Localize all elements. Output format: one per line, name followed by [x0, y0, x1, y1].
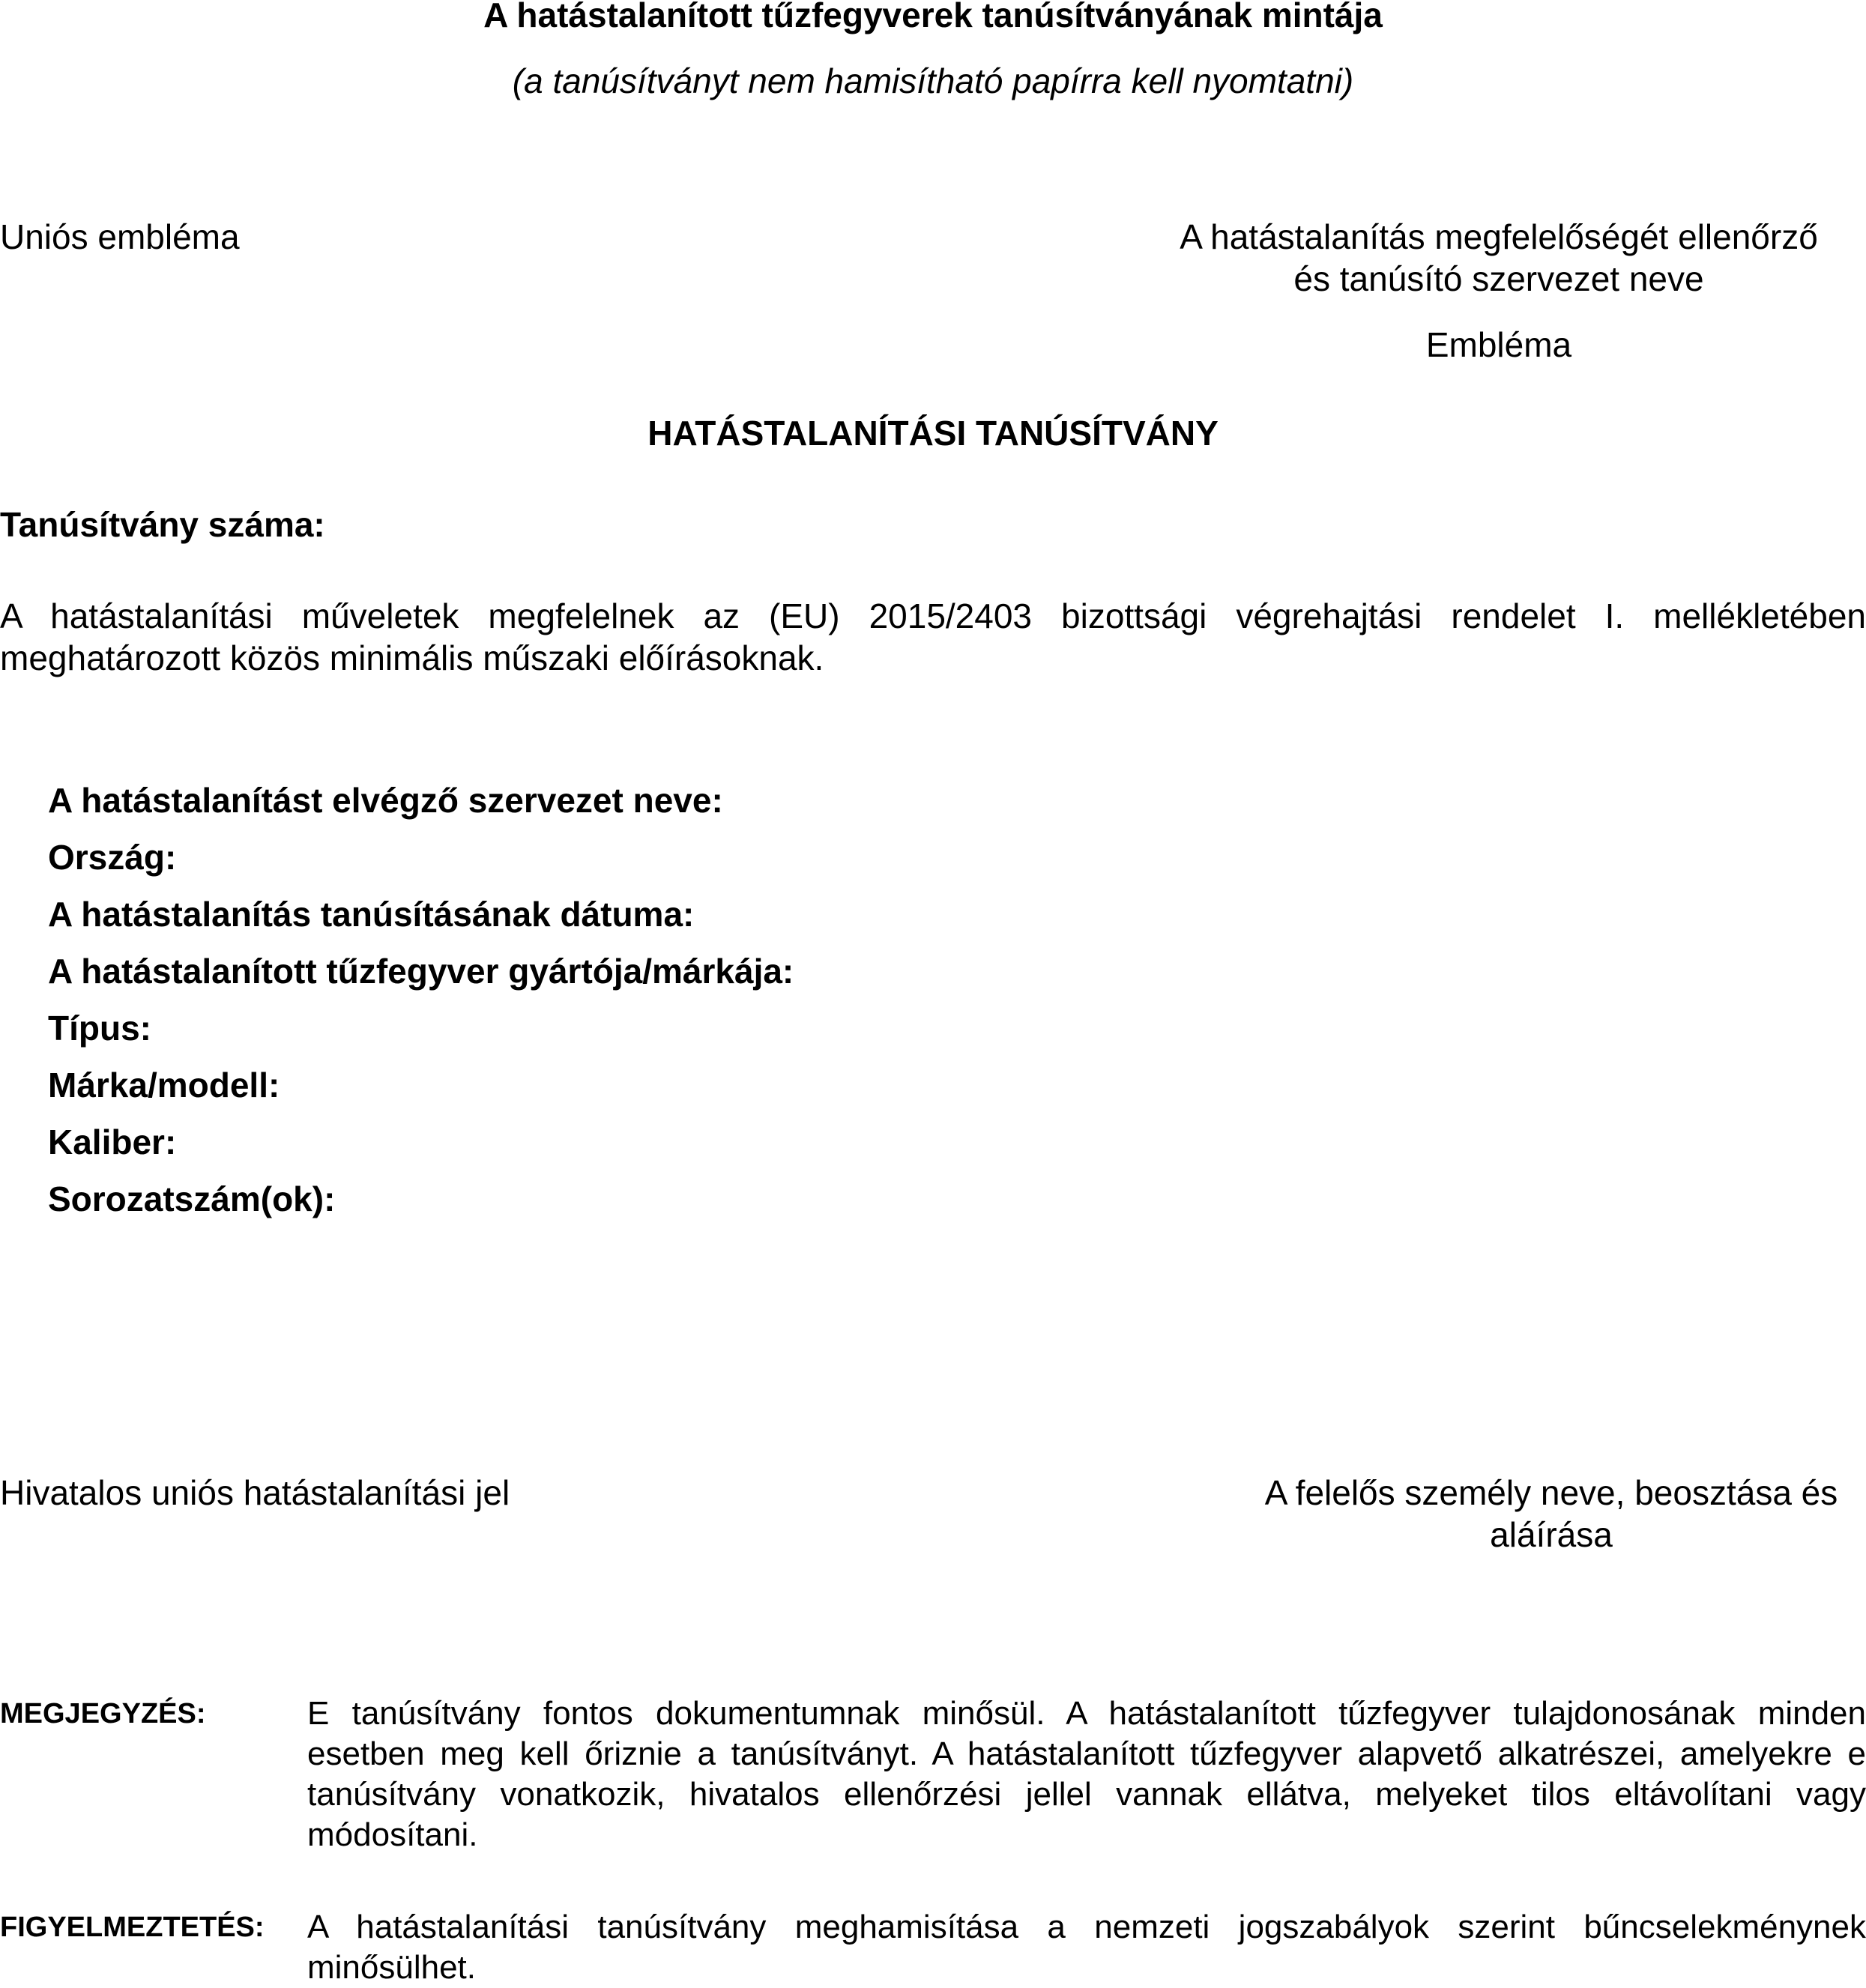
remark-text: E tanúsítvány fontos dokumentumnak minősül. A hatástalanított tűzfegyver tulajdonosának minden esetben meg kell őriznie a tanúsítványt. A hatástalanított tűzfegyver alapvető alkatrészei, amelyekre e tanúsítvány vonatkozik, hivatalos ellenőrzési jellel vannak ellátva, melyeket tilos eltávolítani vagy módosítani. — [307, 1695, 1866, 1853]
field-type: Típus: — [48, 1009, 151, 1048]
field-make-model: Márka/modell: — [48, 1066, 280, 1105]
field-serial-numbers: Sorozatszám(ok): — [48, 1179, 336, 1218]
warning-text: A hatástalanítási tanúsítvány meghamisítása a nemzeti jogszabályok szerint bűncselekménynek minősülhet. — [307, 1909, 1866, 1986]
signature-placeholder: A felelős személy neve, beosztása és aláírása — [1264, 1473, 1838, 1554]
field-organisation-name: A hatástalanítást elvégző szervezet neve: — [48, 781, 723, 820]
compliance-statement: A hatástalanítási műveletek megfelelnek az (EU) 2015/2403 bizottsági végrehajtási rendelet I. mellékletében meghatározott közös minimális műszaki előírásoknak. — [0, 596, 1866, 677]
document-subtitle: (a tanúsítványt nem hamisítható papírra kell nyomtatni) — [512, 61, 1354, 100]
certifying-organisation-name: A hatástalanítás megfelelőségét ellenőrző és tanúsító szervezet neve — [1180, 217, 1818, 298]
certificate-number-label: Tanúsítvány száma: — [0, 505, 325, 544]
field-certification-date: A hatástalanítás tanúsításának dátuma: — [48, 895, 695, 934]
certificate-heading: HATÁSTALANÍTÁSI TANÚSÍTVÁNY — [647, 414, 1219, 453]
field-country: Ország: — [48, 838, 177, 877]
organisation-emblem-placeholder: Embléma — [1425, 325, 1572, 364]
remark-label: MEGJEGYZÉS: — [0, 1698, 206, 1729]
field-manufacturer: A hatástalanított tűzfegyver gyártója/márkája: — [48, 952, 794, 991]
field-calibre: Kaliber: — [48, 1123, 177, 1161]
deactivation-mark-placeholder: Hivatalos uniós hatástalanítási jel — [0, 1473, 510, 1512]
certificate-field-list — [48, 772, 794, 1227]
document-title: A hatástalanított tűzfegyverek tanúsítványának mintája — [483, 0, 1383, 34]
warning-label: FIGYELMEZTETÉS: — [0, 1912, 265, 1943]
eu-emblem-placeholder: Uniós embléma — [0, 217, 240, 256]
